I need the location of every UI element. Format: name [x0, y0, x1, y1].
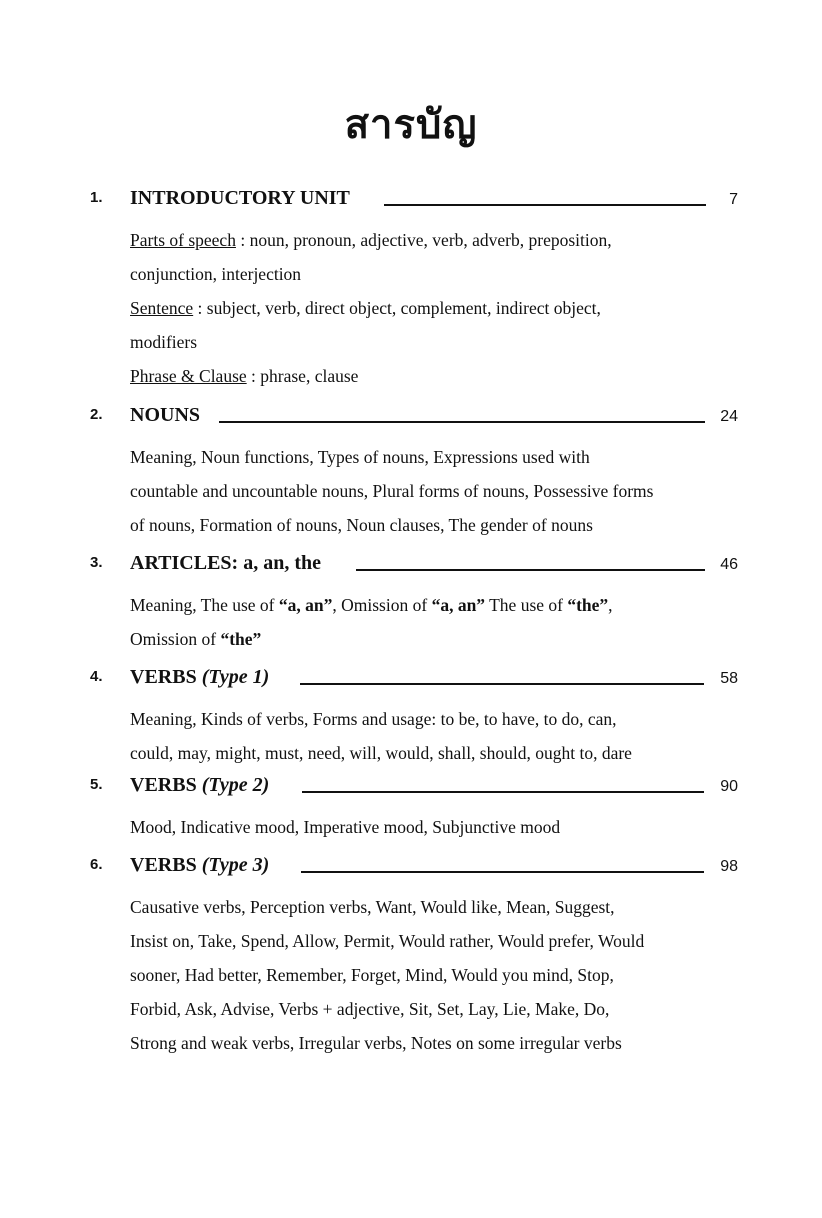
entry-heading [0, 848, 822, 882]
entry-heading [0, 546, 822, 580]
leader-line [301, 871, 704, 873]
description-line: Meaning, Kinds of verbs, Forms and usage: to be, to have, to do, can, [130, 709, 617, 729]
description-line: Meaning, Noun functions, Types of nouns, Expressions used with [130, 447, 590, 467]
parts-of-speech-label: Parts of speech [130, 230, 236, 250]
description-line: of nouns, Formation of nouns, Noun clauses, The gender of nouns [130, 515, 593, 535]
entry-subtitle: (Type 2) [201, 774, 270, 796]
description-text: Omission of [130, 629, 221, 649]
entry-description [130, 223, 750, 393]
entry-title [130, 768, 269, 802]
page-title: สารบัญ [344, 102, 478, 148]
entry-title: INTRODUCTORY UNIT [130, 187, 350, 209]
description-line [130, 622, 750, 656]
description-line: Insist on, Take, Spend, Allow, Permit, Would rather, Would prefer, Would [130, 931, 645, 951]
entry-subtitle: (Type 3) [201, 854, 270, 876]
description-line: Causative verbs, Perception verbs, Want, Would like, Mean, Suggest, [130, 897, 615, 917]
leader-line [219, 421, 705, 423]
description-line: Forbid, Ask, Advise, Verbs + adjective, Sit, Set, Lay, Lie, Make, Do, [130, 999, 610, 1019]
entry-page-number: 24 [720, 408, 738, 425]
entry-heading [0, 398, 822, 432]
entry-number: 1. [90, 189, 103, 206]
leader-line [302, 791, 704, 793]
description-line: conjunction, interjection [130, 264, 302, 284]
description-line: modifiers [130, 332, 198, 352]
entry-page-number: 46 [720, 556, 738, 573]
entry-title [130, 660, 269, 694]
entry-number: 5. [90, 776, 103, 793]
entry-title-text: VERBS [130, 666, 197, 688]
toc-entry-4 [0, 660, 822, 770]
entry-description [130, 588, 750, 656]
entry-description [130, 702, 750, 770]
description-line: Mood, Indicative mood, Imperative mood, Subjunctive mood [130, 817, 561, 837]
leader-line [384, 204, 706, 206]
description-text: : phrase, clause [246, 366, 359, 386]
entry-page-number: 90 [720, 778, 738, 795]
description-line: countable and uncountable nouns, Plural forms of nouns, Possessive forms [130, 481, 654, 501]
entry-number: 6. [90, 856, 103, 873]
entry-description [130, 810, 750, 844]
entry-description [130, 890, 750, 1060]
entry-heading [0, 181, 822, 215]
entry-number: 2. [90, 406, 103, 423]
description-text: : subject, verb, direct object, complement, indirect object, [193, 298, 601, 318]
description-line [130, 291, 750, 325]
toc-entry-1 [0, 181, 822, 393]
entry-description [130, 440, 750, 542]
entry-number: 4. [90, 668, 103, 685]
description-line: sooner, Had better, Remember, Forget, Mind, Would you mind, Stop, [130, 965, 614, 985]
entry-title: ARTICLES: a, an, the [130, 552, 321, 574]
toc-entry-6 [0, 848, 822, 1060]
description-text: : noun, pronoun, adjective, verb, adverb, preposition, [235, 230, 612, 250]
description-text: Meaning, The use of [130, 595, 279, 615]
entry-title [130, 848, 269, 882]
entry-page-number: 58 [720, 670, 738, 687]
entry-subtitle: (Type 1) [201, 666, 270, 688]
article-term: “a, an” [278, 595, 333, 615]
toc-entry-2 [0, 398, 822, 542]
article-term: “the” [567, 595, 609, 615]
entry-heading [0, 660, 822, 694]
description-line [130, 588, 750, 622]
article-term: “a, an” [431, 595, 486, 615]
entry-number: 3. [90, 554, 103, 571]
entry-page-number: 98 [720, 858, 738, 875]
description-text: , [608, 595, 613, 615]
sentence-label: Sentence [130, 298, 194, 318]
entry-title: NOUNS [130, 404, 201, 426]
description-line: Strong and weak verbs, Irregular verbs, Notes on some irregular verbs [130, 1033, 622, 1053]
description-line: could, may, might, must, need, will, would, shall, should, ought to, dare [130, 743, 632, 763]
toc-entry-5 [0, 768, 822, 844]
leader-line [356, 569, 705, 571]
entry-heading [0, 768, 822, 802]
description-line [130, 359, 750, 393]
toc-entry-3 [0, 546, 822, 656]
description-text: The use of [485, 595, 568, 615]
entry-page-number: 7 [729, 191, 738, 208]
leader-line [300, 683, 704, 685]
article-term: “the” [220, 629, 262, 649]
description-text: , Omission of [332, 595, 432, 615]
entry-title-text: VERBS [130, 774, 197, 796]
phrase-clause-label: Phrase & Clause [130, 366, 247, 386]
description-line [130, 223, 750, 257]
entry-title-text: VERBS [130, 854, 197, 876]
